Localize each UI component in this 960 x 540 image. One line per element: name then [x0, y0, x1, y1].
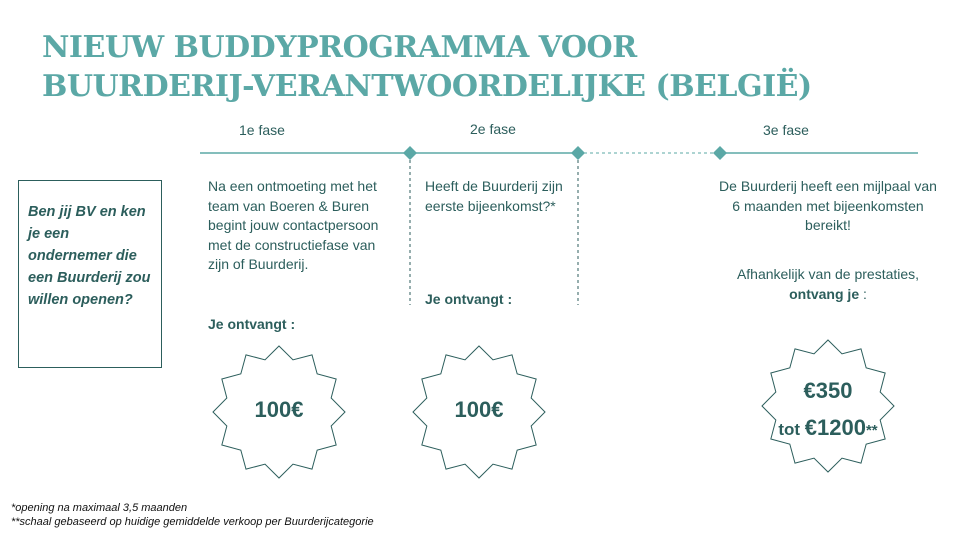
timeline-diamond-2 [571, 146, 585, 160]
question-text: Ben jij BV en ken je een ondernemer die een Buurderij zou willen openen? [28, 204, 151, 308]
phase-3-label: 3e fase [763, 122, 809, 138]
phase-2-reward-amount: 100€ [454, 397, 504, 422]
phase-3-perf-text: Afhankelijk van de prestaties, [736, 266, 920, 282]
starburst-outline [762, 340, 894, 472]
phase-2-label: 2e fase [470, 121, 516, 137]
phase-1-reward-badge [211, 344, 347, 480]
title-line-1: NIEUW BUDDYPROGRAMMA VOOR [42, 30, 637, 65]
badge-star-shape [760, 338, 896, 474]
page-title [42, 28, 922, 106]
phase-3-perf-bold: ontvang je [789, 285, 860, 302]
timeline-diamond-3 [713, 146, 727, 160]
phase-2-description-text: Heeft de Buurderij zijn eerste bijeenkomst? [425, 178, 563, 214]
phase-3-reward-tot: tot [778, 420, 805, 439]
timeline-diamond-1 [403, 146, 417, 160]
phase-3-reward-range [760, 415, 896, 441]
phase-2-footnote-mark: * [550, 197, 556, 214]
phase-1-receive-label: Je ontvangt : [208, 316, 296, 332]
footnote-2: **schaal gebaseerd op huidige gemiddelde verkoop per Buurderijcategorie [11, 516, 374, 528]
title-line-2: BUURDERIJ-VERANTWOORDELIJKE (BELGIË) [42, 69, 812, 104]
phase-2-description [425, 177, 565, 216]
phase-2-receive-label: Je ontvangt : [425, 291, 513, 307]
phase-1-reward-amount: 100€ [254, 397, 304, 422]
phase-3-reward-footnote-mark: ** [865, 422, 878, 439]
phase-3-reward-max: €1200 [804, 415, 866, 440]
phase-3-reward-badge [760, 338, 896, 474]
phase-2-reward-badge [411, 344, 547, 480]
question-box [18, 180, 162, 368]
footnote-1: *opening na maximaal 3,5 maanden [11, 502, 188, 514]
phase-3-perf-colon: : [859, 285, 867, 302]
phase-1-description: Na een ontmoeting met het team van Boeren & Buren begint jouw contactpersoon met de constructiefase van zijn of Buurderij. [208, 178, 379, 272]
phase-3-reward-min: €350 [803, 378, 853, 403]
phase-3-performance [718, 265, 938, 304]
phase-3-description: De Buurderij heeft een mijlpaal van 6 maanden met bijeenkomsten bereikt! [719, 178, 937, 233]
phase-1-label: 1e fase [239, 122, 285, 138]
